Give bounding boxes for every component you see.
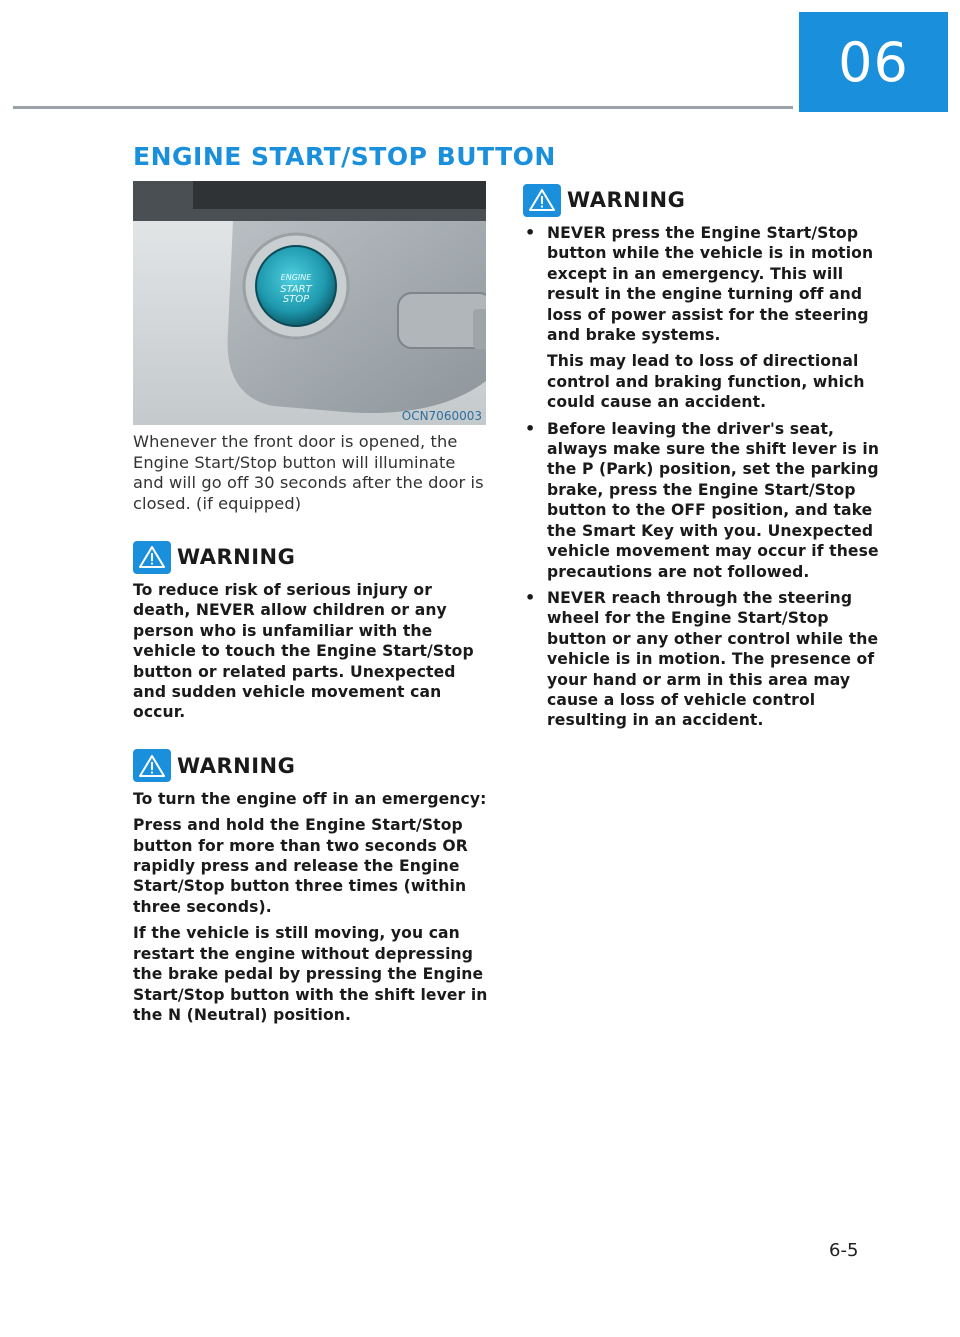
warning-box-1 — [133, 540, 488, 723]
list-item — [523, 223, 883, 413]
warning-triangle-icon — [523, 184, 561, 217]
warning-box-3 — [523, 183, 883, 731]
warning-text: If the vehicle is still moving, you can restart the engine without depressing the brake pedal by pressing the Engine Start/Stop button with the shift lever in the N (Neutral) position. — [133, 924, 488, 1024]
left-column — [133, 432, 488, 1031]
right-column — [523, 183, 883, 737]
warning-text: To turn the engine off in an emergency: — [133, 789, 487, 808]
list-item — [523, 419, 883, 582]
warning-triangle-icon — [133, 749, 171, 782]
warning-text: This may lead to loss of directional control and braking function, which could cause an accident. — [547, 352, 865, 412]
engine-button-photo — [133, 181, 486, 425]
warning-title: WARNING — [567, 188, 686, 212]
warning-text: Press and hold the Engine Start/Stop button for more than two seconds OR rapidly press and release the Engine Start/Stop button three times (within three seconds). — [133, 816, 468, 916]
section-title: ENGINE START/STOP BUTTON — [133, 142, 556, 171]
warning-triangle-icon — [133, 541, 171, 574]
page-number: 6-5 — [829, 1240, 859, 1261]
photo-code: OCN7060003 — [401, 409, 482, 423]
engine-button-illustration — [133, 181, 486, 425]
warning-text: • NEVER reach through the steering wheel for the Engine Start/Stop button or any other control while the vehicle is in motion. The presence of your hand or arm in this area may cause a loss of vehicle control resulting in an accident. — [547, 588, 879, 730]
warning-bullet-list — [523, 223, 883, 731]
chapter-number: 06 — [838, 30, 909, 94]
warning-text: To reduce risk of serious injury or death, NEVER allow children or any person who is unfamiliar with the vehicle to touch the Engine Start/Stop button or related parts. Unexpected and sudden vehicle movement can occur. — [133, 581, 474, 722]
button-label-engine: ENGINE — [280, 273, 312, 282]
intro-paragraph: Whenever the front door is opened, the Engine Start/Stop button will illuminate and will go off 30 seconds after the door is closed. (if equipped) — [133, 432, 484, 513]
chapter-tab — [799, 12, 948, 112]
warning-box-2 — [133, 749, 488, 1025]
warning-title: WARNING — [177, 753, 296, 778]
warning-title: WARNING — [177, 545, 296, 569]
button-label-start: START — [280, 284, 312, 295]
button-label-stop: STOP — [282, 294, 310, 305]
warning-text: • NEVER press the Engine Start/Stop button while the vehicle is in motion except in an emergency. This will result in the engine turning off and loss of power assist for the steering and brake systems. — [547, 224, 874, 345]
warning-text: • Before leaving the driver's seat, always make sure the shift lever is in the P (Park) position, set the parking brake, press the Engine Start/Stop button to the OFF position, and take the Smart Key with you. Unexpected vehicle movement may occur if these precautions are not followed. — [547, 419, 880, 581]
list-item — [523, 588, 883, 731]
header-rule — [13, 106, 793, 109]
